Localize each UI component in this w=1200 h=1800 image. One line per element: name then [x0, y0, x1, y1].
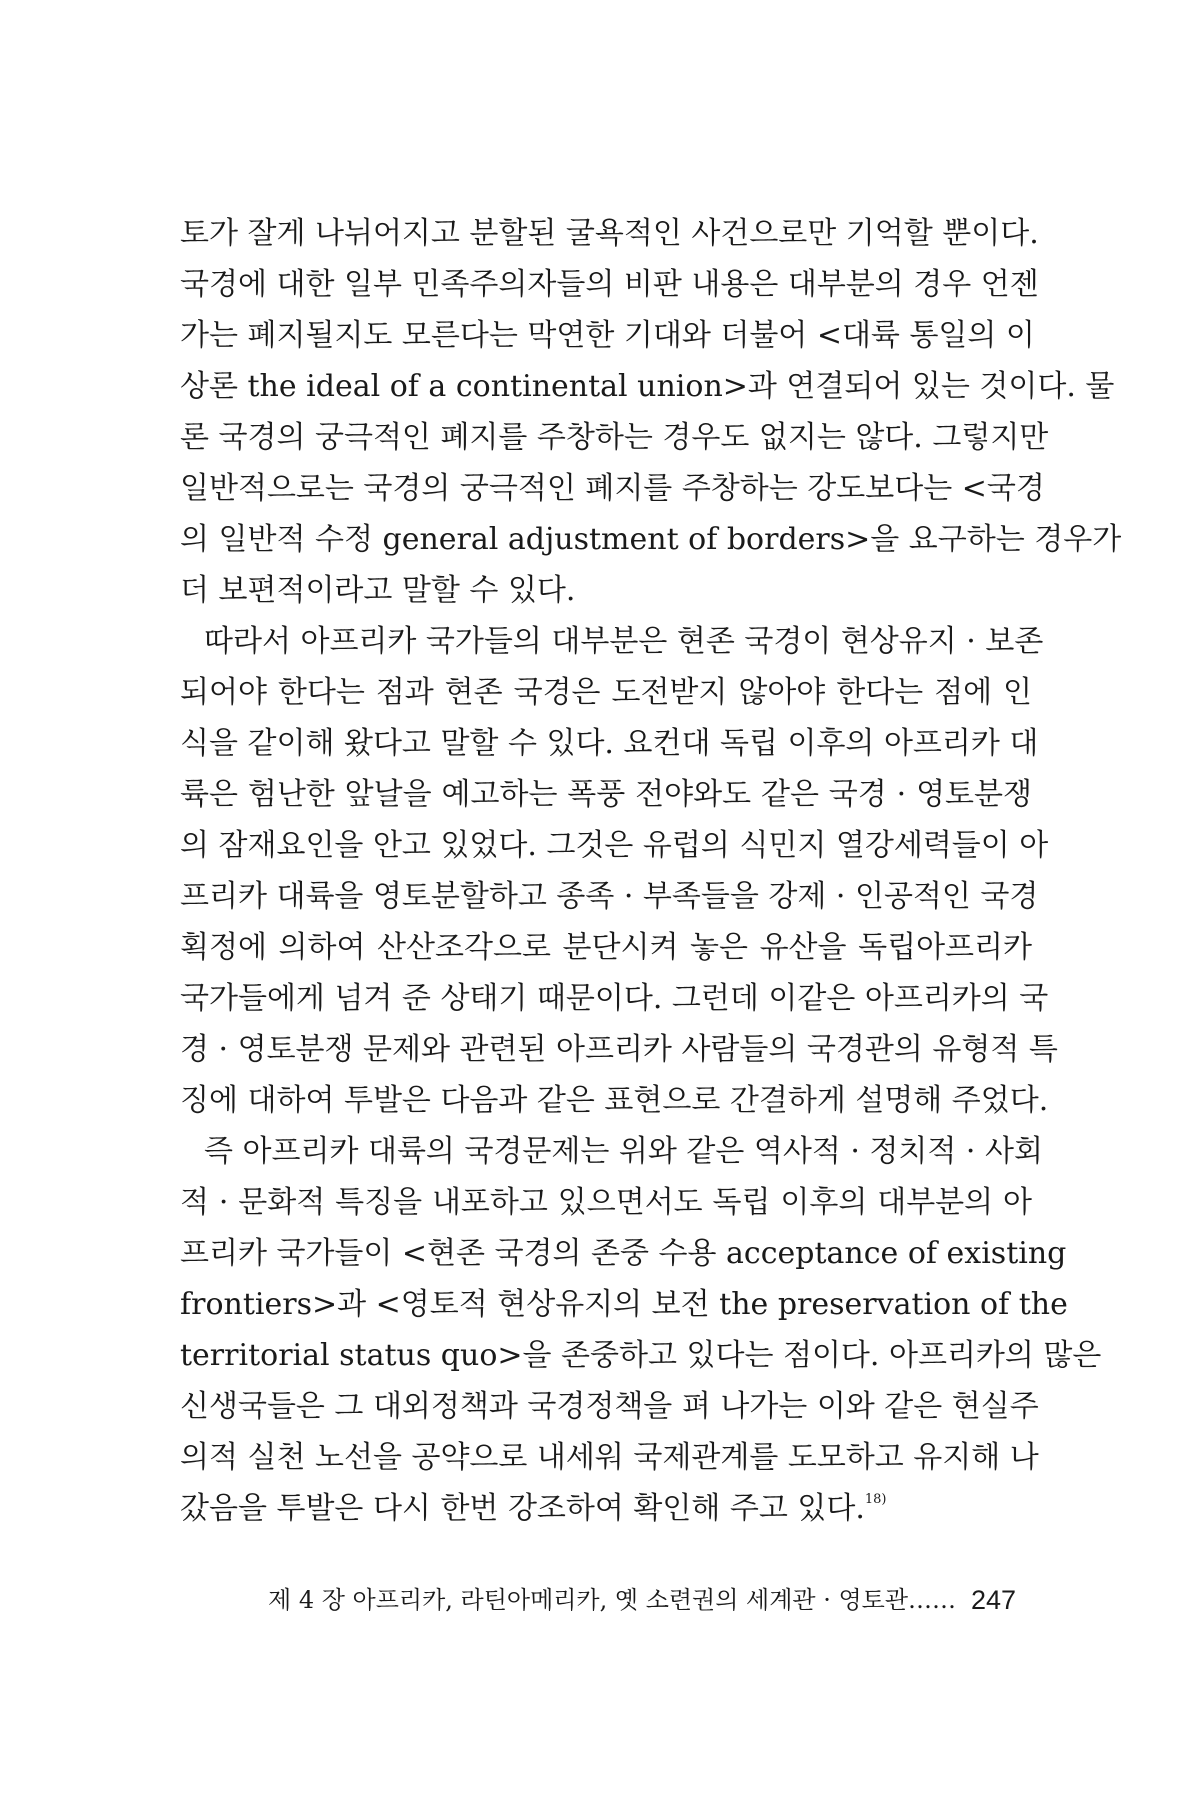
text-line: 륙은 험난한 앞날을 예고하는 폭풍 전야와도 같은 국경 · 영토분쟁	[180, 777, 1032, 812]
text-line: 프리카 국가들이 <현존 국경의 존중 수용 acceptance of existing	[180, 1236, 1067, 1271]
running-head: 제 4 장 아프리카, 라틴아메리카, 옛 소련권의 세계관 · 영토관……	[268, 1586, 957, 1614]
text-line: 론 국경의 궁극적인 폐지를 주창하는 경우도 없지는 않다. 그렇지만	[180, 420, 1049, 455]
text-line: 프리카 대륙을 영토분할하고 종족 · 부족들을 강제 · 인공적인 국경	[180, 879, 1039, 914]
text-line: 상론 the ideal of a continental union>과 연결되어 있는 것이다. 물	[180, 369, 1115, 404]
text-line: 되어야 한다는 점과 현존 국경은 도전받지 않아야 한다는 점에 인	[180, 675, 1032, 710]
text-line: territorial status quo>을 존중하고 있다는 점이다. 아프리카의 많은	[180, 1338, 1102, 1373]
text-line: frontiers>과 <영토적 현상유지의 보전 the preservation of the	[180, 1287, 1068, 1322]
text-line: 식을 같이해 왔다고 말할 수 있다. 요컨대 독립 이후의 아프리카 대	[180, 726, 1039, 761]
text-line: 가는 폐지될지도 모른다는 막연한 기대와 더불어 <대륙 통일의 이	[180, 318, 1035, 353]
text-line: 더 보편적이라고 말할 수 있다.	[180, 573, 576, 608]
text-line-with-footnote	[180, 1483, 1032, 1534]
body-text	[180, 208, 1122, 1534]
paragraph-start-line: 즉 아프리카 대륙의 국경문제는 위와 같은 역사적 · 정치적 · 사회	[204, 1134, 1043, 1169]
page-footer	[268, 1583, 1016, 1617]
text-line: 적 · 문화적 특징을 내포하고 있으면서도 독립 이후의 대부분의 아	[180, 1185, 1032, 1220]
text-line: 갔음을 투발은 다시 한번 강조하여 확인해 주고 있다.	[180, 1491, 865, 1526]
text-line: 획정에 의하여 산산조각으로 분단시켜 놓은 유산을 독립아프리카	[180, 930, 1032, 965]
text-line: 경 · 영토분쟁 문제와 관련된 아프리카 사람들의 국경관의 유형적 특	[180, 1032, 1058, 1067]
page-number: 247	[970, 1585, 1016, 1615]
text-line: 국가들에게 넘겨 준 상태기 때문이다. 그런데 이같은 아프리카의 국	[180, 981, 1049, 1016]
paragraph-start-line: 따라서 아프리카 국가들의 대부분은 현존 국경이 현상유지 · 보존	[204, 624, 1044, 659]
text-line: 의 일반적 수정 general adjustment of borders>을 요구하는 경우가	[180, 522, 1122, 557]
text-line: 국경에 대한 일부 민족주의자들의 비판 내용은 대부분의 경우 언젠	[180, 267, 1039, 302]
text-line: 의적 실천 노선을 공약으로 내세워 국제관계를 도모하고 유지해 나	[180, 1440, 1039, 1475]
text-line: 토가 잘게 나뉘어지고 분할된 굴욕적인 사건으로만 기억할 뿐이다.	[180, 216, 1039, 251]
text-line: 신생국들은 그 대외정책과 국경정책을 펴 나가는 이와 같은 현실주	[180, 1389, 1039, 1424]
text-line: 의 잠재요인을 안고 있었다. 그것은 유럽의 식민지 열강세력들이 아	[180, 828, 1049, 863]
footnote-marker: 18)	[864, 1492, 887, 1507]
text-line: 일반적으로는 국경의 궁극적인 폐지를 주창하는 강도보다는 <국경	[180, 471, 1045, 506]
text-line: 징에 대하여 투발은 다음과 같은 표현으로 간결하게 설명해 주었다.	[180, 1083, 1049, 1118]
